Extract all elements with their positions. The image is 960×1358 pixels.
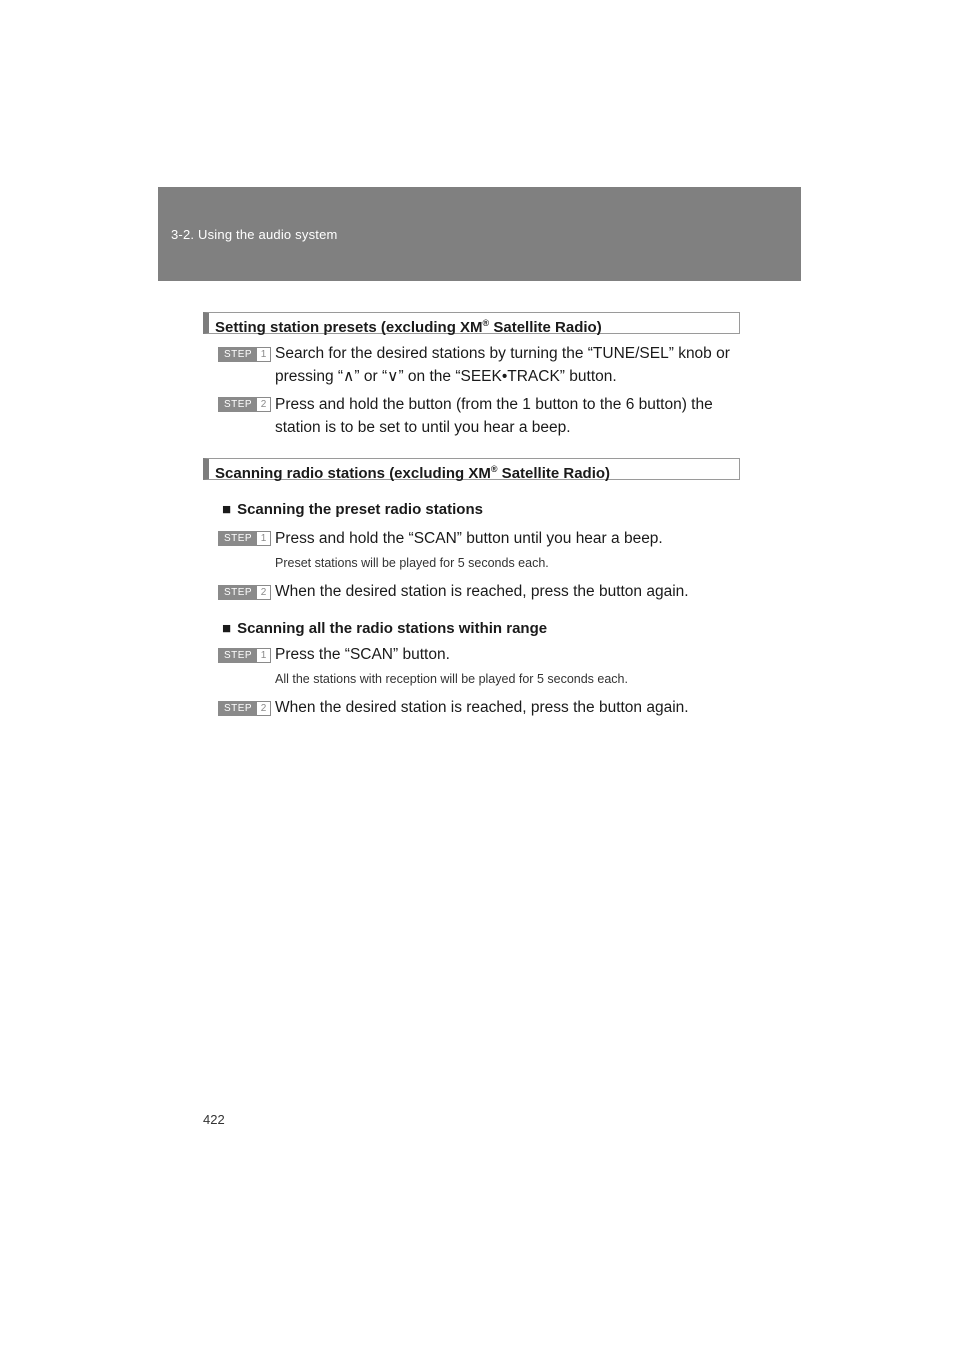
step-note: All the stations with reception will be played for 5 seconds each. [275, 672, 628, 686]
section-title-text: Scanning radio stations (excluding XM [215, 465, 491, 482]
step-badge [218, 397, 271, 412]
square-bullet-icon: ■ [222, 620, 232, 637]
step-badge [218, 648, 271, 663]
step-badge [218, 585, 271, 600]
square-bullet-icon: ■ [222, 501, 232, 518]
page-number: 422 [203, 1112, 225, 1127]
step-number: 1 [257, 649, 270, 662]
step-text: Press and hold the “SCAN” button until you hear a beep. [275, 530, 663, 547]
step-word: STEP [219, 398, 257, 411]
step-word: STEP [219, 532, 257, 545]
section-title-text-end: Satellite Radio) [497, 465, 611, 482]
step-number: 1 [257, 532, 270, 545]
subsection-heading [222, 620, 547, 637]
step-text: Search for the desired stations by turning the “TUNE/SEL” knob or pressing “∧” or “∨” on the “SEEK•TRACK” button. [275, 345, 730, 385]
subsection-heading-text: Scanning all the radio stations within range [237, 620, 548, 637]
step-text: When the desired station is reached, press the button again. [275, 583, 689, 600]
section-breadcrumb: 3-2. Using the audio system [171, 227, 338, 242]
step-number: 1 [257, 348, 270, 361]
subsection-heading [222, 501, 483, 518]
registered-mark: ® [482, 318, 490, 328]
section-title-scanning [203, 458, 740, 480]
step-text: Press and hold the button (from the 1 button to the 6 button) the station is to be set to until you hear a beep. [275, 396, 713, 436]
header-band [158, 187, 801, 281]
section-title-text-end: Satellite Radio) [489, 319, 602, 336]
step-text: Press the “SCAN” button. [275, 646, 450, 663]
step-word: STEP [219, 649, 257, 662]
subsection-heading-text: Scanning the preset radio stations [237, 501, 483, 518]
step-badge [218, 347, 271, 362]
step-word: STEP [219, 586, 257, 599]
step-number: 2 [257, 398, 270, 411]
step-word: STEP [219, 702, 257, 715]
step-badge [218, 701, 271, 716]
step-number: 2 [257, 702, 270, 715]
step-note: Preset stations will be played for 5 seconds each. [275, 556, 549, 570]
section-title-text: Setting station presets (excluding XM [215, 319, 483, 336]
registered-mark: ® [490, 464, 498, 474]
step-number: 2 [257, 586, 270, 599]
step-word: STEP [219, 348, 257, 361]
section-title-presets [203, 312, 740, 334]
step-text: When the desired station is reached, press the button again. [275, 699, 689, 716]
step-badge [218, 531, 271, 546]
